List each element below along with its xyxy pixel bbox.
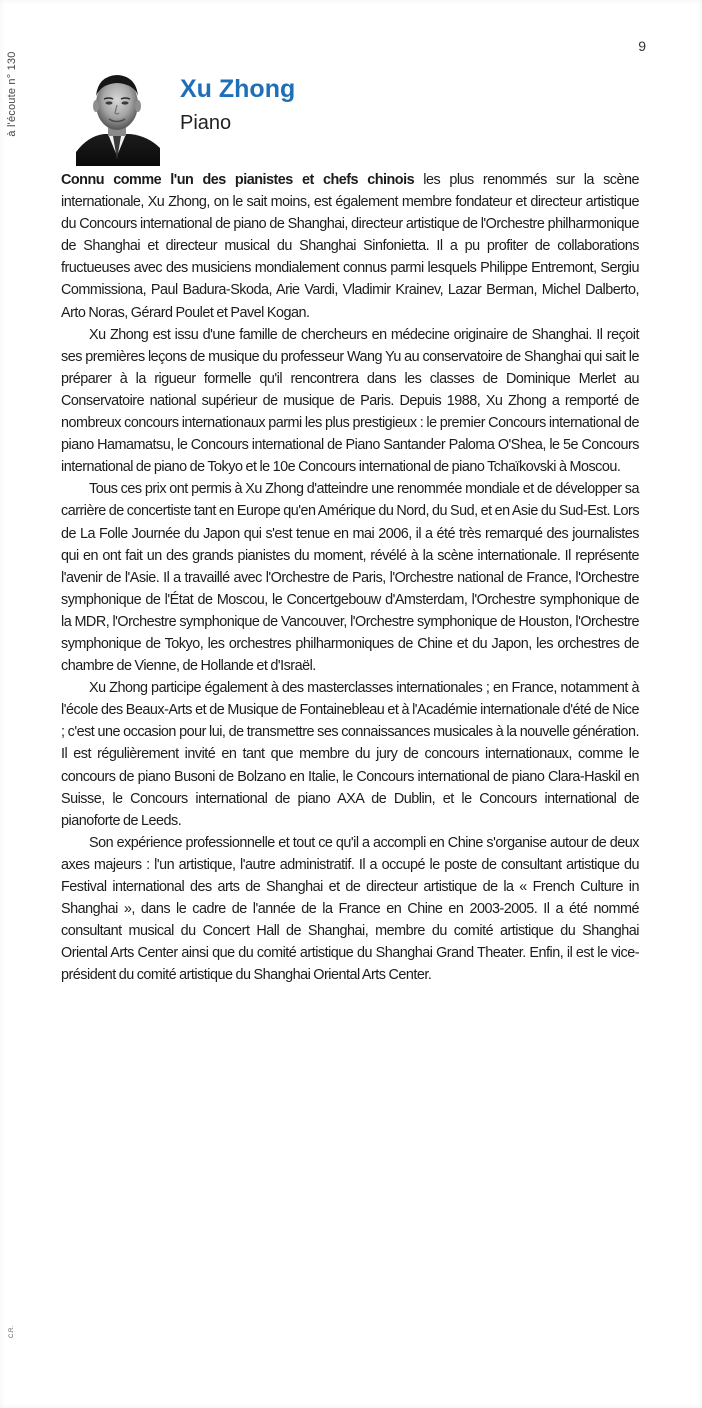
- bio-paragraph-3: Tous ces prix ont permis à Xu Zhong d'atteindre une renommée mondiale et de développer sa carrière de concertiste tant en Europe qu'en Amérique du Nord, du Sud, et en Asie du Sud-Est. Lors de La Folle Journée du Japon qui s'est tenue en mai 2006, il a été très remarqué des journalistes qui en ont fait un des grands pianistes du moment, révélé à la scène internationale. Il représente l'avenir de l'Asie. Il a travaillé avec l'Orchestre de Paris, l'Orchestre national de France, l'Orchestre symphonique de l'État de Moscou, le Concertgebouw d'Amsterdam, l'Orchestre symphonique de la MDR, l'Orchestre symphonique de Vancouver, l'Orchestre symphonique de Houston, l'Orchestre symphonique de Tokyo, les orchestres philharmoniques de Chine et du Japon, les orchestres de chambre de Vienne, de Hollande et d'Israël.: [61, 481, 640, 675]
- artist-instrument: Piano: [180, 112, 232, 134]
- bio-paragraph-1-text: les plus renommés sur la scène internationale, Xu Zhong, on le sait moins, est également membre fondateur et directeur artistique du Concours international de piano de Shanghai, directeur artistique de l'Orchestre philharmonique de Shanghai et directeur musical du Shanghai Sinfonietta. Il a pu profiter de collaborations fructueuses avec des musiciens mondialement connus parmi lesquels Philippe Entremont, Sergiu Commissiona, Paul Badura-Skoda, Arie Vardi, Vladimir Krainev, Lazar Berman, Michel Dalberto, Arto Noras, Gérard Poulet et Pavel Kogan.: [61, 172, 639, 321]
- page-number: 9: [638, 38, 646, 54]
- bio-paragraph-2: Xu Zhong est issu d'une famille de chercheurs en médecine originaire de Shanghai. Il reçoit ses premières leçons de musique du professeur Wang Yu au conservatoire de Shanghai qui sait le préparer à la rigueur formelle qu'il rencontrera dans les classes de Dominique Merlet au Conservatoire national supérieur de musique de Paris. Depuis 1988, Xu Zhong a remporté de nombreux concours internationaux parmi les plus prestigieux : le premier Concours international de piano Hamamatsu, le Concours international de Piano Santander Paloma O'Shea, le 5e Concours international de piano de Tokyo et le 10e Concours international de piano Tchaïkovski à Moscou.: [61, 326, 639, 476]
- artist-biography: [61, 169, 639, 986]
- bio-lead-in: Connu comme l'un des pianistes et chefs chinois: [61, 172, 415, 188]
- bio-paragraph-4: Xu Zhong participe également à des masterclasses internationales ; en France, notamment à l'école des Beaux-Arts et de Musique de Fontainebleau et à l'Académie internationale d'été de Nice ; c'est une occasion pour lui, de transmettre ses connaissances musicales à la nouvelle génération. Il est régulièrement invité en tant que membre du jury de concours internationaux, comme le concours de piano Busoni de Bolzano en Italie, le Concours international de piano Clara-Haskil en Suisse, le Concours international de piano AXA de Dublin, et le Concours international de pianoforte de Leeds.: [61, 680, 639, 829]
- bio-paragraph-5: Son expérience professionnelle et tout ce qu'il a accompli en Chine s'organise autour de deux axes majeurs : l'un artistique, l'autre administratif. Il a occupé le poste de consultant artistique du Festival international des arts de Shanghai et de directeur artistique de la « French Culture in Shanghai », dans le cadre de l'année de la France en Chine en 2003-2005. Il a été nommé consultant musical du Concert Hall de Shanghai, membre du comité artistique du Shanghai Oriental Arts Center ainsi que du comité artistique du Shanghai Grand Theater. Enfin, il est le vice-président du comité artistique du Shanghai Oriental Arts Center.: [61, 834, 639, 984]
- magazine-issue-text: à l'écoute n° 130: [6, 51, 18, 137]
- photo-credit: [6, 1322, 18, 1342]
- portrait-photo-icon: [74, 66, 160, 166]
- artist-portrait: [74, 66, 160, 166]
- artist-name: Xu Zhong: [180, 75, 296, 103]
- magazine-issue-label: [2, 44, 22, 144]
- bio-paragraph-1: [61, 169, 639, 324]
- photo-credit-text: C.R.: [9, 1326, 15, 1338]
